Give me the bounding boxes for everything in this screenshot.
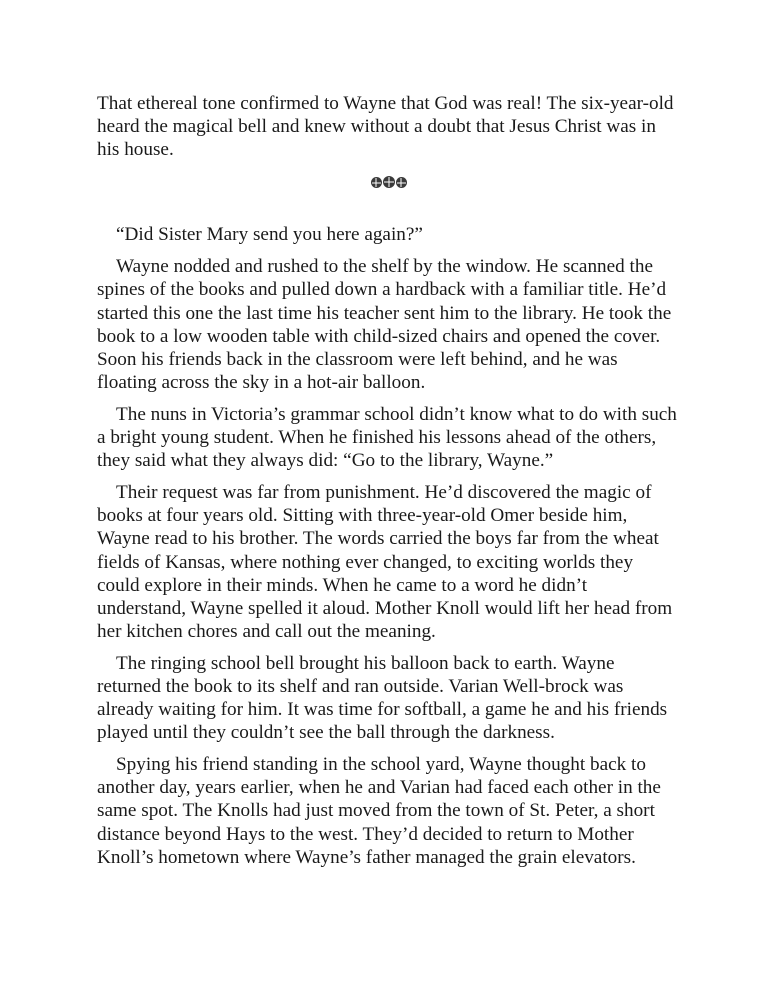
section-break-ornament-icon — [371, 177, 407, 197]
paragraph-library: Wayne nodded and rushed to the shelf by the window. He scanned the spines of the books and pulled down a hardback with a familiar title. He’d started this one the last time his teacher sent him to the library. He took the book to a low wooden table with child-sized chairs and opened the cover. Soon his friends back in the classroom were left behind, and he was floating across the sky in a hot-air balloon. — [97, 256, 672, 393]
paragraph-opening: That ethereal tone confirmed to Wayne that God was real! The six-year-old heard the magical bell and knew without a doubt that Jesus Christ was in his house. — [97, 93, 674, 161]
ornament-dot-middle-icon — [383, 176, 395, 188]
paragraph-nuns: The nuns in Victoria’s grammar school didn’t know what to do with such a bright young student. When he finished his lessons ahead of the others, they said what they always did: “Go to the library, Wayne.” — [97, 403, 677, 472]
ornament-dot-left-icon — [371, 177, 382, 188]
ornament-dot-right-icon — [396, 177, 407, 188]
paragraph-school-yard: Spying his friend standing in the school yard, Wayne thought back to another day, years earlier, when he and Varian had faced each other in the same spot. The Knolls had just moved from the town of St. Peter, a short distance beyond Hays to the west. They’d decided to return to Mother Knoll’s hometown where Wayne’s father managed the grain elevators. — [97, 754, 661, 868]
paragraph-school-bell: The ringing school bell brought his balloon back to earth. Wayne returned the book to its shelf and ran outside. Varian Well-brock was already waiting for him. It was time for softball, a game he and his friends played until they couldn’t see the ball through the darkness. — [97, 652, 668, 744]
paragraph-reading: Their request was far from punishment. He’d discovered the magic of books at four years old. Sitting with three-year-old Omer beside him, Wayne read to his brother. The words carried the boys far from the wheat fields of Kansas, where nothing ever changed, to exciting worlds they could explore in their minds. When he came to a word he didn’t understand, Wayne spelled it aloud. Mother Knoll would lift her head from her kitchen chores and call out the meaning. — [97, 482, 673, 642]
section-break — [97, 177, 677, 197]
book-page — [97, 92, 677, 869]
paragraph-dialogue: “Did Sister Mary send you here again?” — [116, 224, 423, 246]
